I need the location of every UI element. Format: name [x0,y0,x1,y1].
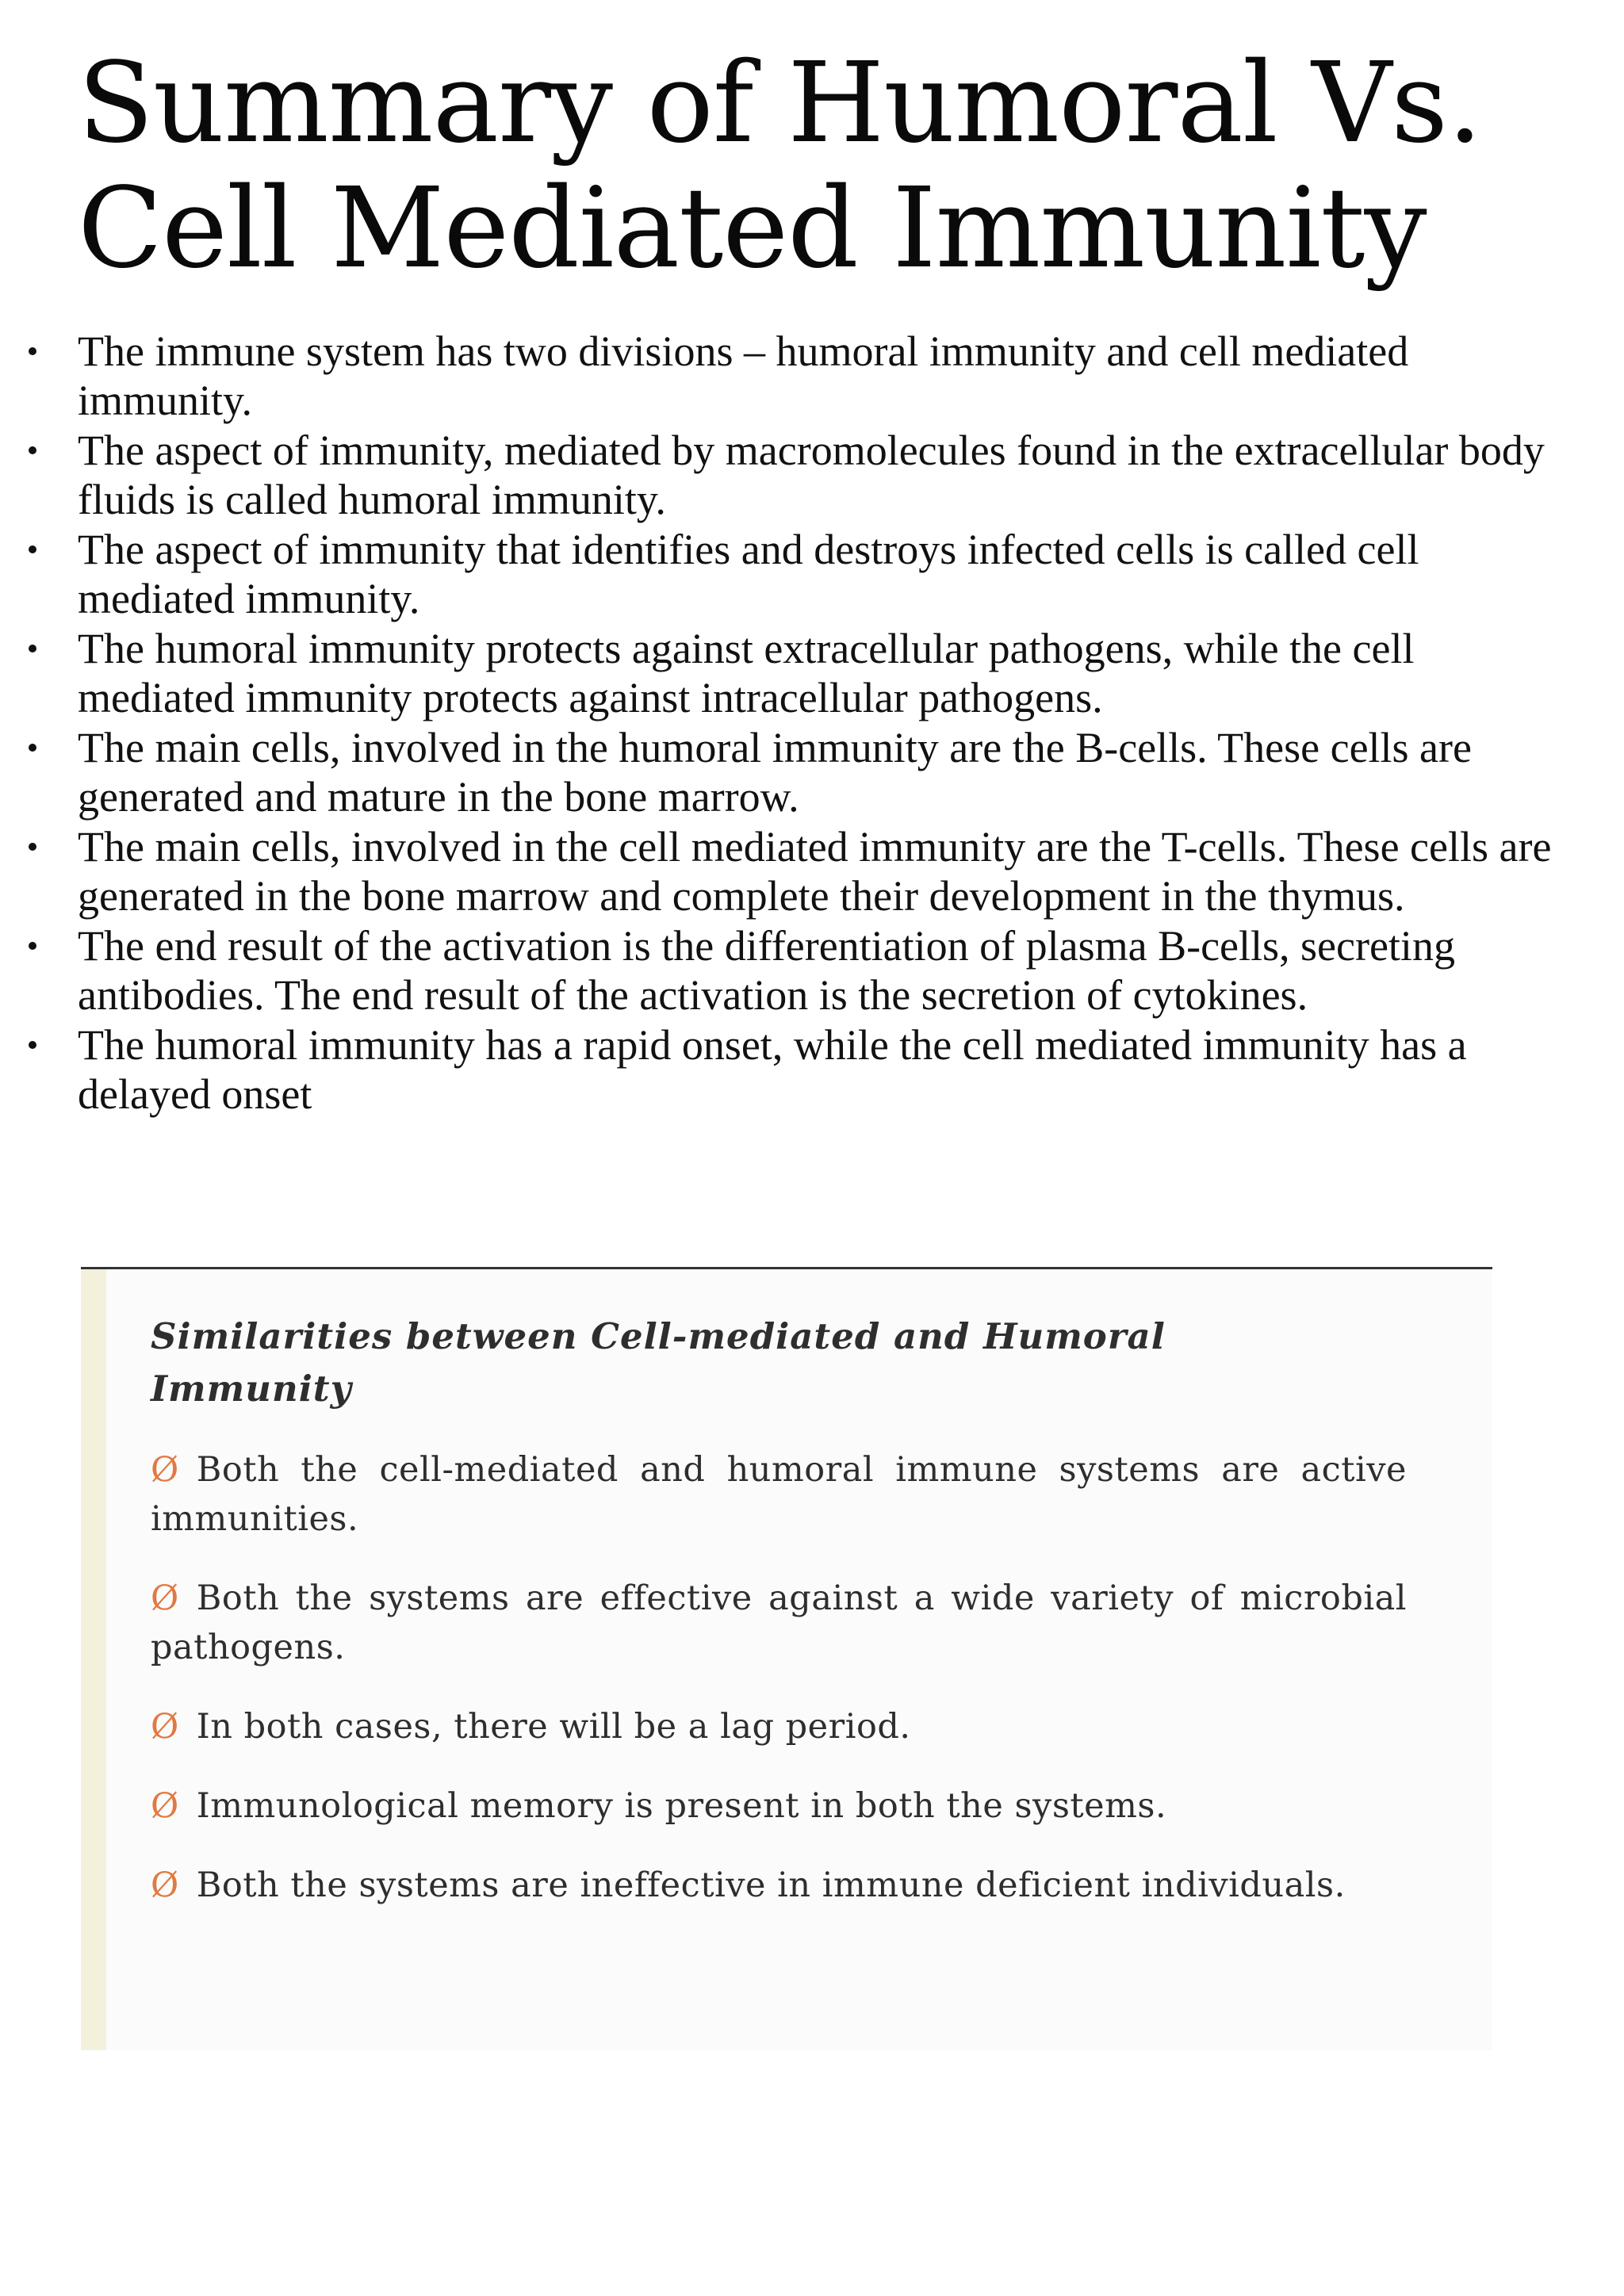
bullet-item [78,327,1576,425]
similarity-text: In both cases, there will be a lag period. [196,1707,911,1747]
similarity-item [151,1445,1407,1544]
similarities-heading: Similarities between Cell-mediated and Humoral Immunity [151,1315,1166,1410]
bullet-dot-icon [29,1041,36,1049]
similarity-text: Both the systems are ineffective in immune deficient individuals. [196,1866,1346,1905]
bullet-dot-icon [29,446,36,454]
bullet-text: The aspect of immunity that identifies and destroys infected cells is called cell mediated immunity. [78,526,1419,622]
bullet-text: The end result of the activation is the differentiation of plasma B-cells, secreting antibodies. The end result of the activation is the secretion of cytokines. [78,922,1455,1019]
empty-set-bullet-icon: Ø [151,1866,179,1905]
summary-bullet-list [78,327,1576,1119]
bullet-dot-icon [29,843,36,851]
similarity-item [151,1781,1407,1831]
similarity-item [151,1702,1407,1751]
bullet-dot-icon [29,645,36,652]
similarity-text: Both the cell-mediated and humoral immune systems are active immunities. [151,1450,1407,1539]
empty-set-bullet-icon: Ø [151,1450,179,1490]
bullet-dot-icon [29,744,36,752]
bullet-item [78,822,1576,920]
bullet-item [78,426,1576,524]
bullet-item [78,1020,1576,1119]
bullet-dot-icon [29,545,36,553]
bullet-text: The humoral immunity has a rapid onset, while the cell mediated immunity has a delayed onset [78,1021,1467,1118]
bullet-item [78,723,1576,821]
empty-set-bullet-icon: Ø [151,1707,179,1747]
similarity-item [151,1574,1407,1672]
bullet-item [78,624,1576,722]
bullet-item [78,525,1576,623]
empty-set-bullet-icon: Ø [151,1578,179,1618]
bullet-dot-icon [29,347,36,355]
bullet-text: The main cells, involved in the humoral immunity are the B-cells. These cells are generated and mature in the bone marrow. [78,724,1472,821]
similarities-box [81,1269,1492,2050]
similarity-text: Immunological memory is present in both the systems. [196,1786,1167,1826]
bullet-text: The main cells, involved in the cell mediated immunity are the T-cells. These cells are generated in the bone marrow and complete their development in the thymus. [78,823,1552,920]
bullet-dot-icon [29,942,36,950]
page-title: Summary of Humoral Vs. Cell Mediated Immunity [78,39,1482,293]
bullet-text: The aspect of immunity, mediated by macromolecules found in the extracellular body fluids is called humoral immunity. [78,427,1545,523]
similarity-item [151,1861,1407,1910]
bullet-item [78,921,1576,1020]
empty-set-bullet-icon: Ø [151,1786,179,1826]
similarities-list [151,1445,1407,1940]
bullet-text: The immune system has two divisions – humoral immunity and cell mediated immunity. [78,327,1409,424]
similarity-text: Both the systems are effective against a wide variety of microbial pathogens. [151,1578,1407,1667]
bullet-text: The humoral immunity protects against extracellular pathogens, while the cell mediated immunity protects against intracellular pathogens. [78,625,1415,721]
